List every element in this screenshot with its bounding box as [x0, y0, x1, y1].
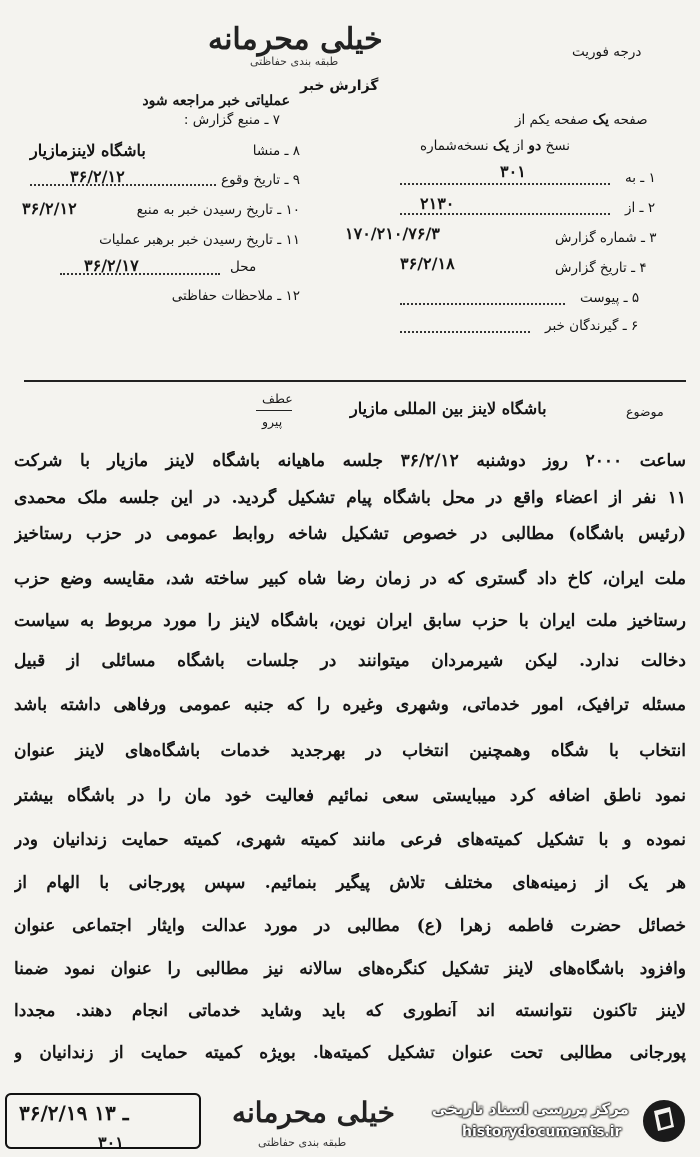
reference-label: عطف [262, 391, 293, 406]
field-copy-number: نسخ دو از یک نسخه‌شماره [420, 138, 570, 154]
body-line: لاینز تاکنون نتوانسته اند آنطوری که باید وشاید خدماتی انجام دهند. مجددا [14, 1001, 686, 1021]
footer-classification-subtitle: طبقه بندی حفاظتی [258, 1136, 347, 1149]
dotted-line [400, 302, 565, 305]
body-line: نموده و با تشکیل کمیته‌های فرعی مانند کمیته شهری، کمیته حمایت زندانیان ودر [14, 830, 686, 850]
body-line: نمود ناطق اضافه کرد میبایستی سعی نمائیم فعالیت خود مان را در باشگاه بیشتر [14, 786, 686, 806]
body-line: خصائل حضرت فاطمه زهرا (ع) مطالبی در مورد عدالت وایثار اجتماعی عنوان [14, 916, 686, 936]
followup-label: پیرو [262, 414, 283, 429]
field-ops-receipt-date-value: ۳۶/۲/۱۷ [84, 256, 139, 275]
dotted-line [400, 182, 610, 185]
field-report-date: ۴ ـ تاریخ گزارش [555, 260, 647, 276]
archive-logo-icon [640, 1097, 688, 1145]
reference-divider [256, 410, 292, 411]
field-source: ۷ ـ منبع گزارش : [183, 112, 280, 128]
body-line: مسئله ترافیک، امور خدماتی، وشهری وغیره را که جنبه عمومی ورفاهی داشته باشد [14, 695, 686, 715]
field-source-receipt-date: ۱۰ ـ تاریخ رسیدن خبر به منبع [136, 202, 300, 218]
field-event-date: ۹ ـ تاریخ وقوع [221, 172, 300, 188]
dotted-line [400, 330, 530, 333]
field-attachment: ۵ ـ پیوست [580, 290, 640, 306]
body-line: ساعت ۲۰۰۰ روز دوشنبه ۳۶/۲/۱۲ جلسه ماهیانه باشگاه لاینز مازیار با شرکت [14, 451, 686, 471]
field-source-receipt-date-value: ۳۶/۲/۱۲ [22, 199, 77, 218]
subject-value: باشگاه لاینز بین المللی مازیار [350, 399, 547, 418]
field-origin-value: باشگاه لاینزمازیار [30, 141, 146, 160]
archive-name: مرکز بررسی اسناد تاریخی [432, 1100, 629, 1118]
field-to-value: ۳۰۱ [500, 162, 526, 181]
body-line: پورجانی مطالبی تحت عنوان تشکیل کمیته‌ها. بویژه کمیته حمایت از زندانیان و [14, 1043, 686, 1063]
body-line: ملت ایران، کاخ داد گستری که در زمان رضا شاه کبیر ساخته شد، مقایسه وضع حزب [14, 569, 686, 589]
field-recipients: ۶ ـ گیرندگان خبر [545, 318, 639, 334]
body-line: انتخاب با شگاه وهمچنین انتخاب در بهرجدید خدمات باشگاه‌های لاینز عنوان [14, 741, 686, 761]
body-line: (رئیس باشگاه) مطالبی در خصوص تشکیل شاخه روابط عمومی در حزب رستاخیز [14, 524, 686, 544]
field-report-date-value: ۳۶/۲/۱۸ [400, 254, 455, 273]
field-report-number: ۳ ـ شماره گزارش [555, 230, 657, 246]
field-to: ۱ ـ به [625, 170, 656, 186]
field-location-label: محل [230, 259, 257, 275]
report-type-heading: گزارش خبر [300, 78, 379, 94]
field-report-number-value: ۱۷۰/۲۱۰/۷۶/۳ [345, 224, 440, 243]
body-line: هر یک از زمینه‌های مختلف تلاش پیگیر بنمائیم. سپس پورجانی با الهام از [14, 873, 686, 893]
footer-box-value-secondary: ۳۰۱ [98, 1133, 124, 1152]
field-security-notes: ۱۲ ـ ملاحظات حفاظتی [171, 288, 300, 304]
field-page: صفحه یک صفحه یکم از [515, 112, 648, 128]
field-origin: ۸ ـ منشا [252, 143, 300, 159]
body-line: دخالت ندارد. لیکن شیرمردان میتوانند در جلسات باشگاه مسائلی از قبیل [14, 651, 686, 671]
archive-website: historydocuments.ir [462, 1124, 622, 1140]
subject-label: موضوع [626, 404, 664, 419]
section-divider [24, 380, 686, 382]
body-line: وافزود باشگاه‌های لاینز تشکیل کنگره‌های سالانه نیز مطالبی را عنوان نمود ضمنا [14, 959, 686, 979]
field-from-value: ۲۱۳۰ [420, 194, 455, 213]
classification-stamp: خیلی محرمانه [208, 22, 383, 57]
field-ops-receipt-date: ۱۱ ـ تاریخ رسیدن خبر برهبر عملیات [99, 232, 300, 248]
priority-label: درجه فوریت [572, 44, 642, 60]
classification-subtitle: طبقه بندی حفاظتی [250, 55, 339, 68]
field-from: ۲ ـ از [625, 200, 656, 216]
body-line: ۱۱ نفر از اعضاء واقع در محل باشگاه پیام تشکیل گردید. در این جلسه ملک محمدی [14, 488, 686, 508]
footer-box-value: ۳۶/۲/۱۹ ـ ۱۳ [19, 1101, 129, 1125]
footer-classification-stamp: خیلی محرمانه [232, 1096, 395, 1129]
body-line: رستاخیز ملت ایران با حزب سابق ایران نوین، باشگاه لاینز را مورد مربوط به سیاست [14, 611, 686, 631]
field-event-date-value: ۳۶/۲/۱۲ [70, 167, 125, 186]
field-source-value: عملیاتی خبر مراجعه شود [142, 93, 290, 109]
